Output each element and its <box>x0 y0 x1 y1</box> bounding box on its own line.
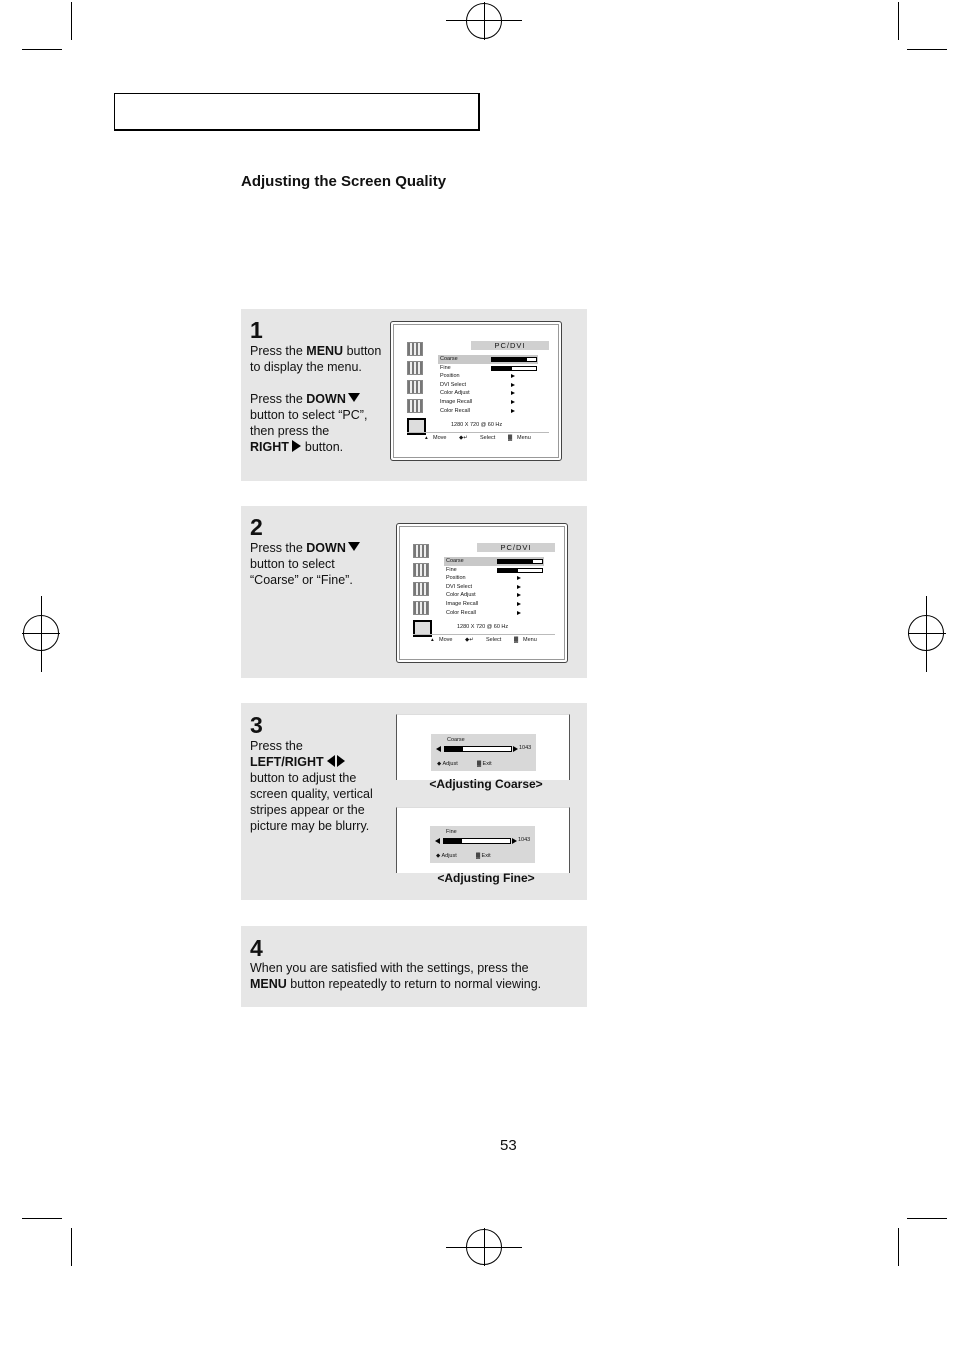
step-number: 2 <box>250 514 263 540</box>
osd-item-image-recall: Image Recall <box>438 398 538 407</box>
osd-item-image-recall: Image Recall <box>444 600 544 609</box>
exit-hint: ▓ Exit <box>477 761 492 767</box>
step-2-text: Press the DOWN button to select “Coarse” or “Fine”. <box>250 540 360 588</box>
osd-item-fine: Fine <box>438 364 538 373</box>
step-number: 1 <box>250 317 263 343</box>
osd-item-position: Position <box>438 372 538 381</box>
step-1-text: Press the MENU button to display the menu. Press the DOWN button to select “PC”, then press the RIGHT button. <box>250 344 382 454</box>
osd-icon-column <box>407 342 427 440</box>
setup-menu-icon <box>407 399 423 413</box>
adjust-label: Coarse <box>447 737 465 743</box>
registration-circle <box>908 615 944 651</box>
adjust-hint: ◆ Adjust <box>436 853 457 859</box>
down-arrow-icon <box>348 393 360 402</box>
enter-icon: ◆↵ <box>459 435 468 441</box>
adjust-fine-screen <box>396 807 570 873</box>
caption-adjusting-coarse: <Adjusting Coarse> <box>429 777 543 791</box>
move-icon: ▴ <box>425 435 428 441</box>
osd-item-list <box>438 355 538 415</box>
submenu-arrow-icon <box>517 576 521 580</box>
osd-item-color-recall: Color Recall <box>438 407 538 416</box>
crop-mark <box>22 49 62 50</box>
adjust-fine-osd <box>430 826 535 863</box>
right-arrow-icon <box>512 838 517 844</box>
right-arrow-icon <box>292 440 301 452</box>
osd-footer-select: Select <box>480 435 496 441</box>
crop-mark <box>22 1218 62 1219</box>
osd-footer <box>407 432 549 443</box>
section-title: Adjusting the Screen Quality <box>241 173 447 190</box>
osd-footer-move: Move <box>433 435 447 441</box>
adjust-label: Fine <box>446 829 457 835</box>
picture-menu-icon <box>413 544 429 558</box>
crop-mark <box>71 2 72 40</box>
step-3-text: Press the LEFT/RIGHT button to adjust the screen quality, vertical stripes appear or the picture may be blurry. <box>250 739 373 833</box>
coarse-level-bar <box>497 559 543 564</box>
submenu-arrow-icon <box>511 383 515 387</box>
adjust-hint: ◆ Adjust <box>437 761 458 767</box>
submenu-arrow-icon <box>517 585 521 589</box>
osd-title: PC/DVI <box>471 341 549 350</box>
osd-menu-screen <box>390 321 562 461</box>
right-arrow-icon <box>337 755 345 767</box>
enter-icon: ◆↵ <box>465 637 474 643</box>
osd-item-color-adjust: Color Adjust <box>444 591 544 600</box>
left-arrow-icon <box>435 838 440 844</box>
osd-item-list <box>444 557 544 617</box>
move-icon: ▴ <box>431 637 434 643</box>
coarse-level-bar <box>491 357 537 362</box>
channel-menu-icon <box>413 582 429 596</box>
osd-item-color-adjust: Color Adjust <box>438 389 538 398</box>
submenu-arrow-icon <box>517 611 521 615</box>
right-arrow-icon <box>513 746 518 752</box>
submenu-arrow-icon <box>511 391 515 395</box>
chapter-header-box <box>114 93 480 131</box>
step-4-panel <box>241 926 587 1007</box>
picture-menu-icon <box>407 342 423 356</box>
registration-circle <box>23 615 59 651</box>
down-arrow-icon <box>348 542 360 551</box>
osd-footer-move: Move <box>439 637 453 643</box>
osd-item-position: Position <box>444 574 544 583</box>
osd-footer <box>413 634 555 645</box>
osd-title: PC/DVI <box>477 543 555 552</box>
fine-level-bar <box>491 366 537 371</box>
adjust-coarse-osd <box>431 734 536 771</box>
submenu-arrow-icon <box>511 400 515 404</box>
crop-mark <box>898 2 899 40</box>
crop-mark <box>71 1228 72 1266</box>
osd-item-coarse: Coarse <box>438 355 538 364</box>
registration-circle <box>466 3 502 39</box>
crop-mark <box>907 1218 947 1219</box>
step-number: 4 <box>250 935 263 961</box>
left-arrow-icon <box>436 746 441 752</box>
osd-footer-menu: Menu <box>523 637 537 643</box>
step-4-text: When you are satisfied with the settings, press the MENU button repeatedly to return to normal viewing. <box>250 961 542 991</box>
menu-key-icon: ▓ <box>514 637 519 643</box>
adjust-coarse-screen <box>396 714 570 780</box>
osd-footer-menu: Menu <box>517 435 531 441</box>
registration-circle <box>466 1229 502 1265</box>
submenu-arrow-icon <box>511 374 515 378</box>
osd-icon-column <box>413 544 433 642</box>
coarse-slider <box>444 746 512 752</box>
osd-item-dvi-select: DVI Select <box>444 583 544 592</box>
osd-menu-screen <box>396 523 568 663</box>
osd-resolution: 1280 X 720 @ 60 Hz <box>457 624 509 630</box>
crop-mark <box>907 49 947 50</box>
fine-level-bar <box>497 568 543 573</box>
adjust-value: 1043 <box>518 837 531 843</box>
osd-item-coarse: Coarse <box>444 557 544 566</box>
submenu-arrow-icon <box>517 593 521 597</box>
page-number: 53 <box>500 1137 517 1154</box>
caption-adjusting-fine: <Adjusting Fine> <box>437 871 535 885</box>
exit-hint: ▓ Exit <box>476 853 491 859</box>
crop-mark <box>898 1228 899 1266</box>
osd-item-dvi-select: DVI Select <box>438 381 538 390</box>
submenu-arrow-icon <box>517 602 521 606</box>
submenu-arrow-icon <box>511 409 515 413</box>
setup-menu-icon <box>413 601 429 615</box>
osd-footer-select: Select <box>486 637 502 643</box>
sound-menu-icon <box>413 563 429 577</box>
sound-menu-icon <box>407 361 423 375</box>
osd-resolution: 1280 X 720 @ 60 Hz <box>451 422 503 428</box>
channel-menu-icon <box>407 380 423 394</box>
step-number: 3 <box>250 712 263 738</box>
osd-item-color-recall: Color Recall <box>444 609 544 618</box>
menu-key-icon: ▓ <box>508 435 513 441</box>
fine-slider <box>443 838 511 844</box>
adjust-value: 1043 <box>519 745 532 751</box>
left-arrow-icon <box>327 755 335 767</box>
osd-item-fine: Fine <box>444 566 544 575</box>
